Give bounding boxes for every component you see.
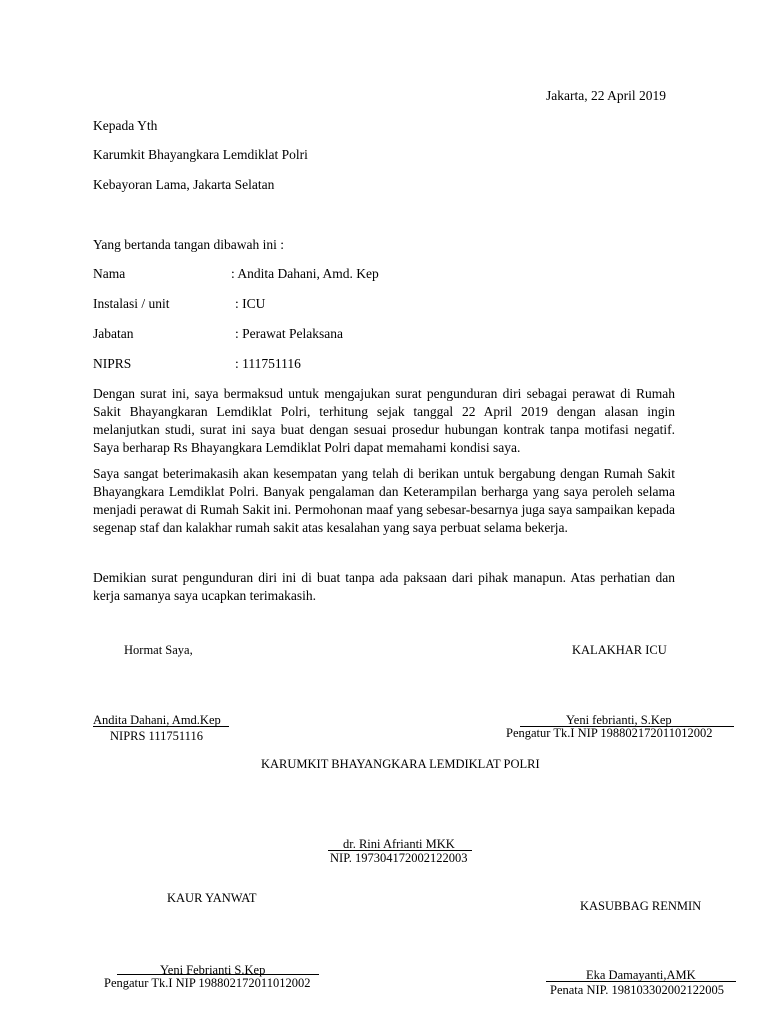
kalakhar-name: Yeni febrianti, S.Kep	[566, 713, 672, 727]
recipient-address: Kebayoran Lama, Jakarta Selatan	[93, 177, 275, 192]
kasubbag-id: Penata NIP. 198103302002122005	[550, 983, 724, 997]
field-label-unit: Instalasi / unit	[93, 296, 170, 311]
field-value-unit: : ICU	[235, 296, 266, 311]
sender-id: NIPRS 111751116	[110, 729, 203, 743]
field-label-niprs: NIPRS	[93, 356, 132, 371]
kalakhar-id: Pengatur Tk.I NIP 198802172011012002	[506, 726, 713, 740]
karumkit-title: KARUMKIT BHAYANGKARA LEMDIKLAT POLRI	[261, 757, 540, 771]
field-label-jabatan: Jabatan	[93, 326, 134, 341]
kasubbag-title: KASUBBAG RENMIN	[580, 899, 702, 913]
field-value-niprs: : 111751116	[235, 356, 301, 371]
field-label-nama: Nama	[93, 266, 126, 281]
sender-salutation: Hormat Saya,	[124, 643, 193, 657]
kaur-id: Pengatur Tk.I NIP 198802172011012002	[104, 976, 311, 990]
recipient-greeting: Kepada Yth	[93, 118, 158, 133]
kalakhar-title: KALAKHAR ICU	[572, 643, 667, 657]
karumkit-name: dr. Rini Afrianti MKK	[343, 837, 455, 851]
kaur-title: KAUR YANWAT	[167, 891, 257, 905]
intro-text: Yang bertanda tangan dibawah ini :	[93, 237, 284, 252]
recipient-name: Karumkit Bhayangkara Lemdiklat Polri	[93, 147, 308, 162]
place-date: Jakarta, 22 April 2019	[546, 88, 666, 103]
field-value-nama: : Andita Dahani, Amd. Kep	[231, 266, 379, 281]
paragraph-1: Dengan surat ini, saya bermaksud untuk mengajukan surat pengunduran diri sebagai perawat di Rumah Sakit Bhayangkaran Lemdiklat Polri, terhitung sejak tanggal 22 April 2019 dengan alasan ingin melanjutkan studi, surat ini saya buat dengan sesuai prosedur hubungan kontrak tanpa motifasi negatif. Saya berharap Rs Bhayangkara Lemdiklat Polri dapat memahami kondisi saya.	[93, 386, 675, 455]
sender-signature-line	[93, 726, 229, 727]
sender-name: Andita Dahani, Amd.Kep	[93, 713, 221, 727]
paragraph-3: Demikian surat pengunduran diri ini di buat tanpa ada paksaan dari pihak manapun. Atas perhatian dan kerja samanya saya ucapkan terimakasih.	[93, 570, 675, 603]
kaur-name: Yeni Febrianti S.Kep	[160, 963, 266, 977]
paragraph-2: Saya sangat beterimakasih akan kesempatan yang telah di berikan untuk bergabung dengan Rumah Sakit Bhayangkara Lemdiklat Polri. Banyak pengalaman dan Keterampilan berharga yang saya peroleh selama menjadi perawat di Rumah Sakit ini. Permohonan maaf yang sebesar-besarnya juga saya sampaikan kepada segenap staf dan kalakhar rumah sakit atas kesalahan yang saya perbuat selama bekerja.	[93, 466, 675, 535]
field-value-jabatan: : Perawat Pelaksana	[235, 326, 343, 341]
kasubbag-name: Eka Damayanti,AMK	[586, 968, 696, 982]
karumkit-id: NIP. 197304172002122003	[330, 851, 468, 865]
